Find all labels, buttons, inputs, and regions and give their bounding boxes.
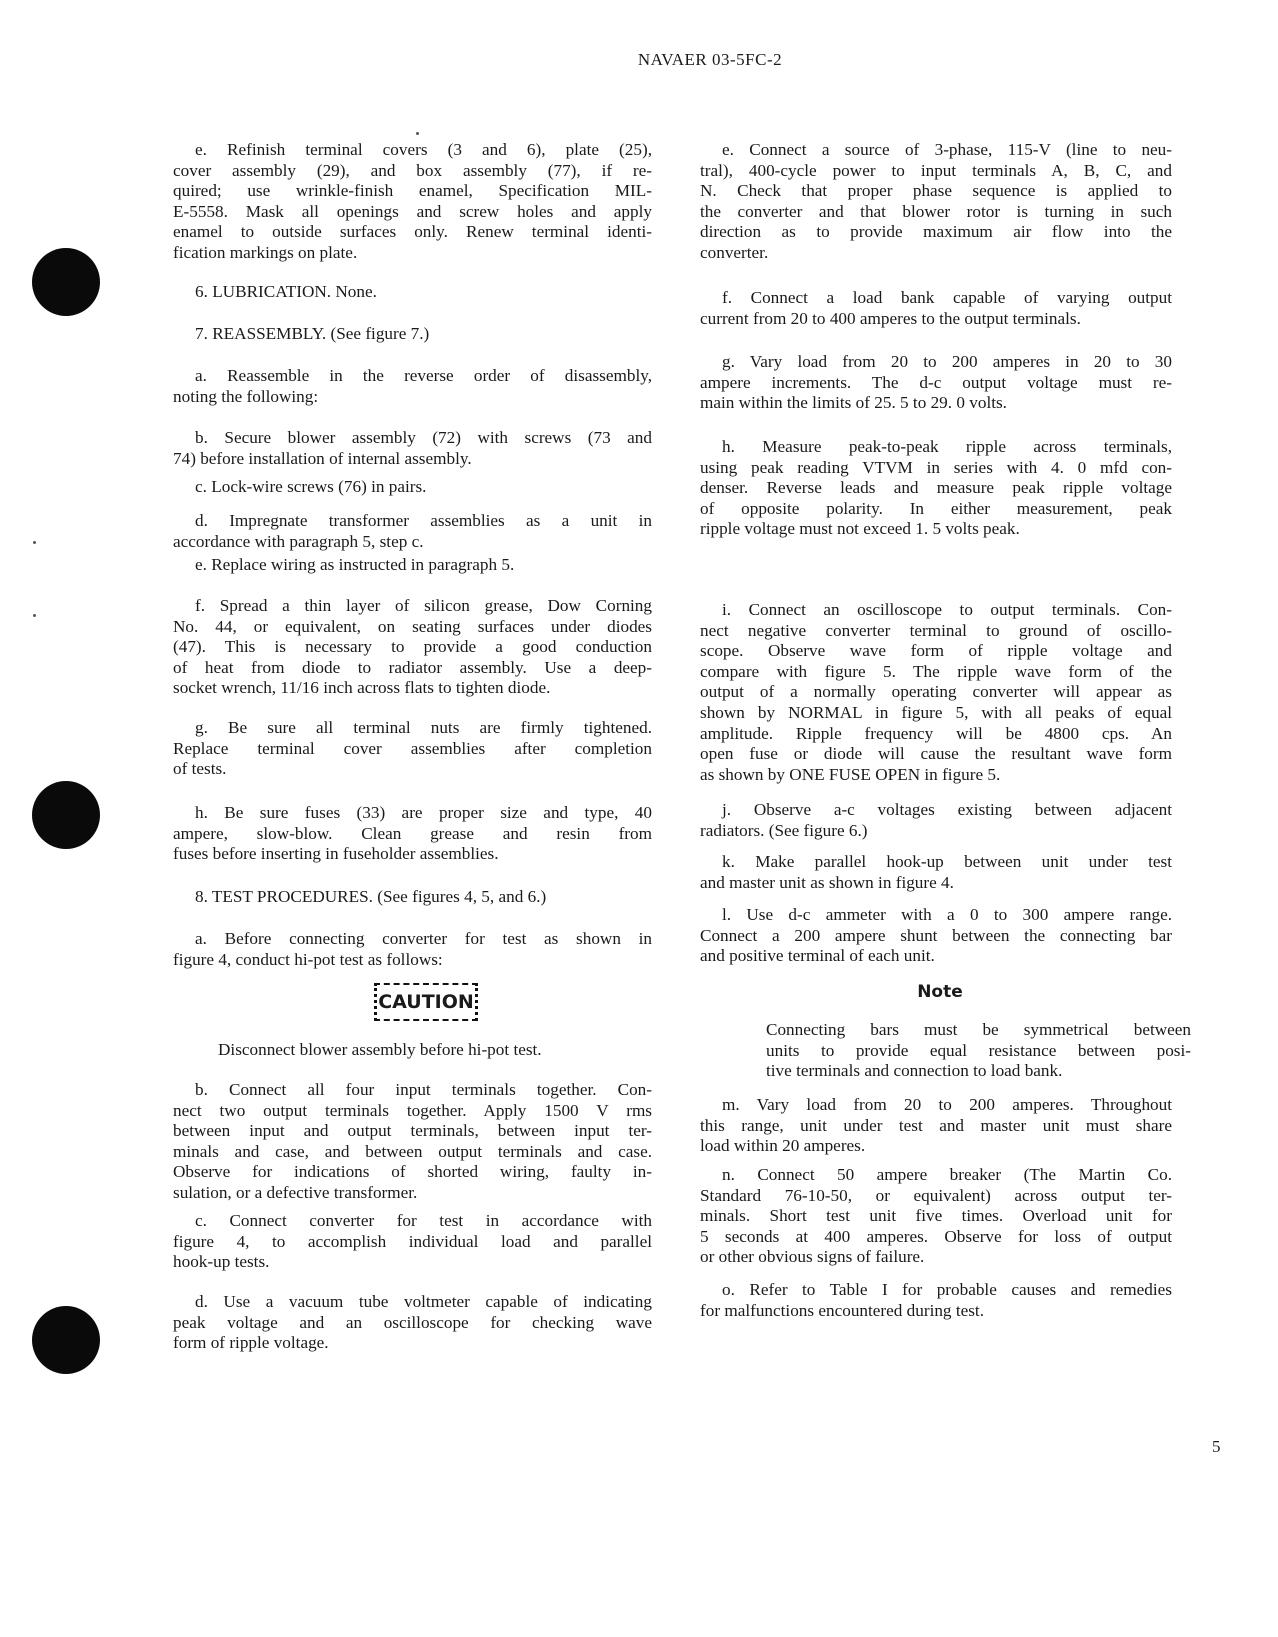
paragraph bbox=[173, 1211, 652, 1273]
text-line: between input and output terminals, between input ter- bbox=[173, 1121, 652, 1141]
text-line: Replace terminal cover assemblies after completion bbox=[173, 738, 652, 758]
text-line: of tests. bbox=[173, 759, 227, 779]
text-line: converter. bbox=[700, 242, 769, 262]
paragraph bbox=[173, 596, 652, 699]
text-line: and master unit as shown in figure 4. bbox=[700, 872, 954, 892]
text-line: scope. Observe wave form of ripple voltage and bbox=[700, 641, 1172, 661]
text-line: output of a normally operating converter will appear as bbox=[700, 682, 1172, 702]
text-line: g. Be sure all terminal nuts are firmly tightened. bbox=[195, 718, 652, 737]
text-line: current from 20 to 400 amperes to the output terminals. bbox=[700, 308, 1081, 328]
text-line: E-5558. Mask all openings and screw holes and apply bbox=[173, 201, 652, 221]
text-line: quired; use wrinkle-finish enamel, Specification MIL- bbox=[173, 181, 652, 201]
page-number: 5 bbox=[1212, 1437, 1221, 1456]
text-line: nect negative converter terminal to ground of oscillo- bbox=[700, 620, 1172, 640]
paragraph bbox=[700, 1280, 1172, 1321]
text-line: Disconnect blower assembly before hi-pot test. bbox=[218, 1040, 542, 1059]
text-line: 74) before installation of internal assembly. bbox=[173, 448, 472, 468]
text-line: nect two output terminals together. Apply 1500 V rms bbox=[173, 1100, 652, 1120]
text-line: m. Vary load from 20 to 200 amperes. Throughout bbox=[722, 1095, 1172, 1114]
text-line: a. Reassemble in the reverse order of disassembly, bbox=[195, 366, 652, 385]
paragraph bbox=[173, 718, 652, 780]
text-line: the converter and that blower rotor is turning in such bbox=[700, 201, 1172, 221]
paragraph bbox=[700, 1165, 1172, 1268]
text-line: 8. TEST PROCEDURES. (See figures 4, 5, and 6.) bbox=[195, 887, 547, 906]
text-line: units to provide equal resistance between posi- bbox=[766, 1040, 1191, 1060]
text-line: c. Lock-wire screws (76) in pairs. bbox=[195, 477, 427, 496]
paragraph bbox=[700, 437, 1172, 540]
text-line: c. Connect converter for test in accordance with bbox=[195, 1211, 652, 1230]
text-line: i. Connect an oscilloscope to output terminals. Con- bbox=[722, 600, 1172, 619]
text-line: a. Before connecting converter for test as shown in bbox=[195, 929, 652, 948]
paragraph bbox=[766, 1020, 1191, 1082]
text-line: j. Observe a-c voltages existing between adjacent bbox=[722, 800, 1172, 819]
text-line: Connect a 200 ampere shunt between the connecting bar bbox=[700, 925, 1172, 945]
paragraph bbox=[700, 288, 1172, 329]
text-line: d. Use a vacuum tube voltmeter capable of indicating bbox=[195, 1292, 652, 1311]
paragraph bbox=[218, 1040, 658, 1061]
paragraph bbox=[700, 600, 1172, 785]
text-line: open fuse or diode will cause the resultant wave form bbox=[700, 744, 1172, 764]
text-line: amplitude. Ripple frequency will be 4800 cps. An bbox=[700, 723, 1172, 743]
binder-hole-icon bbox=[32, 248, 100, 316]
text-line: and positive terminal of each unit. bbox=[700, 946, 935, 966]
text-line: n. Connect 50 ampere breaker (The Martin Co. bbox=[722, 1165, 1172, 1184]
text-line: fication markings on plate. bbox=[173, 242, 358, 262]
text-line: f. Connect a load bank capable of varying output bbox=[722, 288, 1172, 307]
text-line: b. Secure blower assembly (72) with screws (73 and bbox=[195, 428, 652, 447]
text-line: form of ripple voltage. bbox=[173, 1333, 329, 1353]
paragraph bbox=[173, 477, 652, 498]
text-line: k. Make parallel hook-up between unit under test bbox=[722, 852, 1172, 871]
text-line: denser. Reverse leads and measure peak ripple voltage bbox=[700, 478, 1172, 498]
text-line: minals. Short test unit five times. Overload unit for bbox=[700, 1206, 1172, 1226]
paragraph bbox=[700, 352, 1172, 414]
text-line: 6. LUBRICATION. None. bbox=[195, 282, 377, 301]
paragraph bbox=[173, 511, 652, 552]
text-line: noting the following: bbox=[173, 386, 319, 406]
binder-hole-icon bbox=[32, 781, 100, 849]
paragraph bbox=[173, 555, 652, 576]
text-line: e. Connect a source of 3-phase, 115-V (line to neu- bbox=[722, 140, 1172, 159]
text-line: (47). This is necessary to provide a good conduction bbox=[173, 637, 652, 657]
paragraph bbox=[700, 1095, 1172, 1157]
text-line: figure 4, to accomplish individual load and parallel bbox=[173, 1231, 652, 1251]
text-line: figure 4, conduct hi-pot test as follows: bbox=[173, 949, 443, 969]
text-line: tive terminals and connection to load bank. bbox=[766, 1061, 1063, 1081]
text-line: sulation, or a defective transformer. bbox=[173, 1182, 418, 1202]
text-line: fuses before inserting in fuseholder assemblies. bbox=[173, 844, 499, 864]
text-line: as shown by ONE FUSE OPEN in figure 5. bbox=[700, 764, 1001, 784]
text-line: of opposite polarity. In either measurement, peak bbox=[700, 498, 1172, 518]
text-line: minals and case, and between output terminals and case. bbox=[173, 1141, 652, 1161]
text-line: socket wrench, 11/16 inch across flats to tighten diode. bbox=[173, 678, 551, 698]
text-line: Standard 76-10-50, or equivalent) across output ter- bbox=[700, 1185, 1172, 1205]
paragraph bbox=[700, 140, 1172, 264]
text-line: radiators. (See figure 6.) bbox=[700, 820, 868, 840]
text-line: hook-up tests. bbox=[173, 1252, 270, 1272]
paragraph bbox=[173, 887, 652, 908]
paragraph bbox=[173, 140, 652, 264]
text-line: peak voltage and an oscilloscope for checking wave bbox=[173, 1312, 652, 1332]
text-line: tral), 400-cycle power to input terminals A, B, C, and bbox=[700, 160, 1172, 180]
paragraph bbox=[173, 1080, 652, 1204]
text-line: h. Measure peak-to-peak ripple across terminals, bbox=[722, 437, 1172, 456]
scan-speck bbox=[33, 541, 36, 544]
scan-speck bbox=[416, 132, 419, 135]
text-line: main within the limits of 25. 5 to 29. 0 volts. bbox=[700, 393, 1007, 413]
text-line: Connecting bars must be symmetrical between bbox=[766, 1020, 1191, 1039]
paragraph bbox=[173, 282, 652, 303]
text-line: 5 seconds at 400 amperes. Observe for loss of output bbox=[700, 1226, 1172, 1246]
text-line: e. Refinish terminal covers (3 and 6), plate (25), bbox=[195, 140, 652, 159]
text-line: enamel to outside surfaces only. Renew terminal identi- bbox=[173, 222, 652, 242]
text-line: ripple voltage must not exceed 1. 5 volts peak. bbox=[700, 519, 1020, 539]
scan-speck bbox=[33, 614, 36, 617]
binder-hole-icon bbox=[32, 1306, 100, 1374]
text-line: accordance with paragraph 5, step c. bbox=[173, 531, 424, 551]
text-line: compare with figure 5. The ripple wave form of the bbox=[700, 661, 1172, 681]
text-line: cover assembly (29), and box assembly (77), if re- bbox=[173, 160, 652, 180]
text-line: e. Replace wiring as instructed in paragraph 5. bbox=[195, 555, 515, 574]
paragraph bbox=[173, 929, 652, 970]
text-line: h. Be sure fuses (33) are proper size and type, 40 bbox=[195, 803, 652, 822]
document-header: NAVAER 03-5FC-2 bbox=[637, 50, 783, 69]
text-line: l. Use d-c ammeter with a 0 to 300 ampere range. bbox=[722, 905, 1172, 924]
text-line: direction as to provide maximum air flow into the bbox=[700, 222, 1172, 242]
caution-label: CAUTION bbox=[374, 983, 478, 1021]
text-line: shown by NORMAL in figure 5, with all peaks of equal bbox=[700, 702, 1172, 722]
text-line: ampere increments. The d-c output voltage must re- bbox=[700, 372, 1172, 392]
text-line: d. Impregnate transformer assemblies as a unit in bbox=[195, 511, 652, 530]
text-line: this range, unit under test and master unit must share bbox=[700, 1115, 1172, 1135]
text-line: b. Connect all four input terminals together. Con- bbox=[195, 1080, 652, 1099]
text-line: load within 20 amperes. bbox=[700, 1136, 866, 1156]
text-line: for malfunctions encountered during test. bbox=[700, 1300, 984, 1320]
paragraph bbox=[700, 905, 1172, 967]
paragraph bbox=[173, 366, 652, 407]
paragraph bbox=[173, 1292, 652, 1354]
text-line: Observe for indications of shorted wiring, faulty in- bbox=[173, 1162, 652, 1182]
paragraph bbox=[173, 803, 652, 865]
text-line: f. Spread a thin layer of silicon grease, Dow Corning bbox=[195, 596, 652, 615]
text-line: N. Check that proper phase sequence is applied to bbox=[700, 181, 1172, 201]
text-line: or other obvious signs of failure. bbox=[700, 1247, 925, 1267]
text-line: using peak reading VTVM in series with 4. 0 mfd con- bbox=[700, 457, 1172, 477]
text-line: g. Vary load from 20 to 200 amperes in 20 to 30 bbox=[722, 352, 1172, 371]
text-line: 7. REASSEMBLY. (See figure 7.) bbox=[195, 324, 430, 343]
text-line: of heat from diode to radiator assembly. Use a deep- bbox=[173, 657, 652, 677]
paragraph bbox=[700, 852, 1172, 893]
paragraph bbox=[700, 800, 1172, 841]
paragraph bbox=[173, 428, 652, 469]
paragraph bbox=[173, 324, 652, 345]
text-line: No. 44, or equivalent, on seating surfaces under diodes bbox=[173, 616, 652, 636]
text-line: ampere, slow-blow. Clean grease and resin from bbox=[173, 823, 652, 843]
note-label: Note bbox=[917, 982, 963, 1002]
text-line: o. Refer to Table I for probable causes and remedies bbox=[722, 1280, 1172, 1299]
